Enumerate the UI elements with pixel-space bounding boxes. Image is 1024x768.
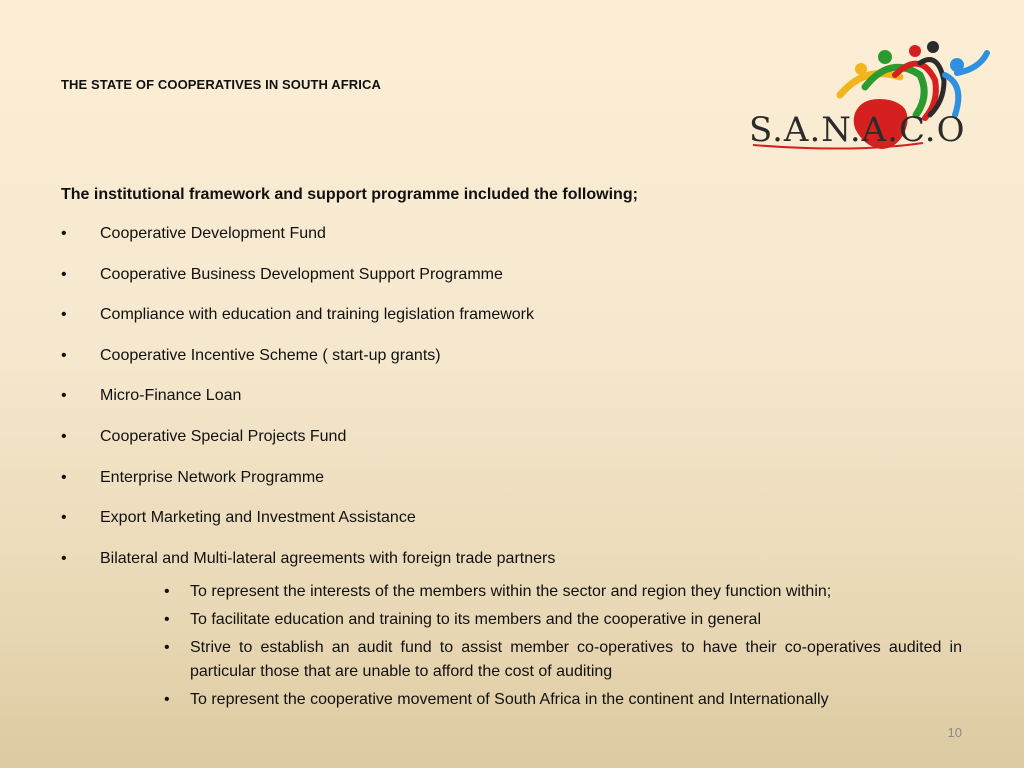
bullet-icon: • — [164, 611, 170, 628]
sub-list-item-text: Strive to establish an audit fund to assist member co-operatives to have their co-operatives audited in particular those that are unable to afford the cost of auditing — [190, 639, 962, 680]
figure-head-dark — [927, 41, 939, 53]
bullet-icon: • — [61, 427, 67, 445]
list-item-text: Compliance with education and training legislation framework — [100, 306, 535, 324]
sub-list-item-text: To represent the interests of the members within the sector and region they function within; — [190, 583, 832, 600]
sub-list-item — [162, 580, 962, 604]
list-item — [61, 224, 555, 265]
list-item-text: Micro-Finance Loan — [100, 387, 242, 405]
bullet-icon: • — [61, 265, 67, 283]
list-item — [61, 305, 555, 346]
list-item-text: Bilateral and Multi-lateral agreements with foreign trade partners — [100, 549, 556, 567]
bullet-icon: • — [61, 225, 67, 242]
sub-bullet-list — [162, 580, 962, 716]
sub-list-item — [162, 688, 962, 712]
list-item-text: Cooperative Development Fund — [100, 225, 326, 242]
list-item-text: Cooperative Business Development Support Programme — [100, 265, 503, 283]
list-item-text: Cooperative Incentive Scheme ( start-up grants) — [100, 346, 441, 364]
page-number: 10 — [947, 725, 962, 740]
bullet-icon: • — [164, 583, 170, 600]
sub-list-item — [162, 608, 962, 632]
list-item — [61, 386, 555, 427]
list-item — [61, 265, 555, 306]
logo-text: S.A.N.A.C.O — [749, 110, 966, 150]
list-item — [61, 508, 555, 549]
bullet-icon: • — [61, 549, 67, 567]
list-item — [61, 468, 555, 509]
bullet-icon: • — [61, 306, 67, 324]
list-item — [61, 427, 555, 468]
bullet-icon: • — [164, 639, 170, 656]
bullet-icon: • — [61, 468, 67, 486]
sub-list-item-text: To facilitate education and training to its members and the cooperative in general — [190, 611, 762, 628]
bullet-icon: • — [61, 346, 67, 364]
main-bullet-list — [61, 224, 555, 589]
bullet-icon: • — [61, 387, 67, 405]
intro-heading: The institutional framework and support programme included the following; — [61, 186, 638, 203]
sub-list-item-text: To represent the cooperative movement of South Africa in the continent and Internationally — [190, 691, 829, 708]
sanaco-logo — [745, 35, 990, 155]
list-item-text: Cooperative Special Projects Fund — [100, 427, 347, 445]
slide-title: THE STATE OF COOPERATIVES IN SOUTH AFRICA — [61, 77, 381, 92]
list-item — [61, 346, 555, 387]
bullet-icon: • — [61, 509, 67, 527]
list-item-text: Enterprise Network Programme — [100, 468, 325, 486]
sub-list-item — [162, 636, 962, 684]
figure-head-green — [878, 50, 892, 64]
list-item-text: Export Marketing and Investment Assistance — [100, 509, 416, 527]
bullet-icon: • — [164, 691, 170, 708]
figure-head-red — [909, 45, 921, 57]
